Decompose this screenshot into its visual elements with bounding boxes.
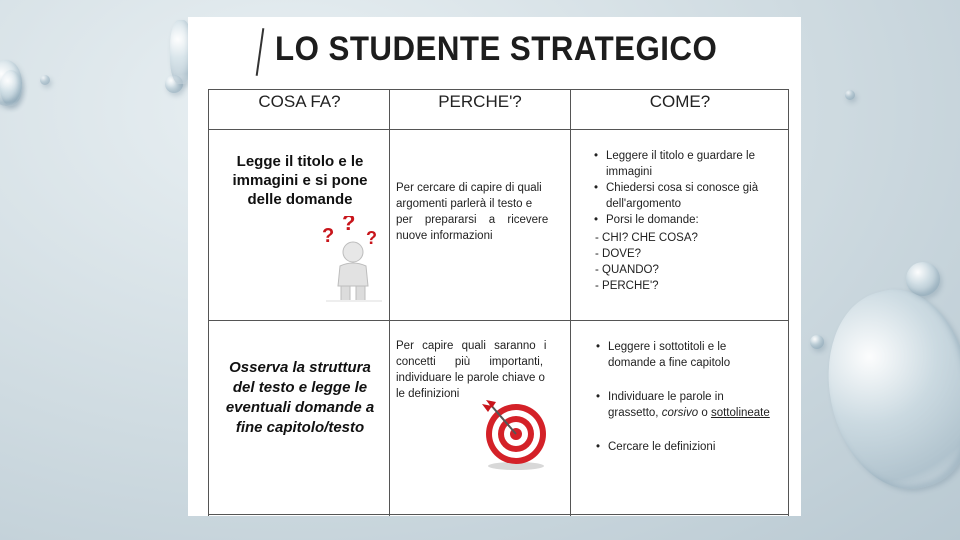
list-item: - DOVE? xyxy=(595,248,642,260)
svg-text:?: ? xyxy=(366,228,377,248)
row2-come-list xyxy=(596,339,788,455)
list-item: • Porsi le domande: xyxy=(594,214,699,226)
water-drop xyxy=(906,262,940,296)
page-title: LO STUDENTE STRATEGICO xyxy=(275,30,718,68)
row-divider xyxy=(208,320,789,321)
list-item: domande a fine capitolo xyxy=(608,357,731,369)
list-item: • Individuare le parole in xyxy=(596,391,724,403)
water-drop xyxy=(810,335,824,349)
list-item: immagini xyxy=(606,166,653,178)
row1-come-list xyxy=(594,148,786,228)
row1-perche-text: Per cercare di capire di quali argomenti parlerà il testo e per prepararsi a ricevere nuove informazioni xyxy=(396,182,549,242)
svg-text:?: ? xyxy=(322,225,335,247)
target-icon xyxy=(476,392,556,472)
water-drop xyxy=(807,275,960,504)
list-item: • Leggere i sottotitoli e le xyxy=(596,341,727,353)
column-divider xyxy=(389,89,390,516)
list-item: grassetto, corsivo o sottolineate xyxy=(608,407,770,419)
row1-come-questions xyxy=(595,230,785,294)
row1-cosa-text: Legge il titolo e le immagini e si pone delle domande xyxy=(232,153,368,208)
row-divider xyxy=(208,129,789,130)
list-item: - QUANDO? xyxy=(595,264,659,276)
list-item: • Cercare le definizioni xyxy=(596,441,716,453)
header-come: COME? xyxy=(649,92,711,111)
header-perche: PERCHE'? xyxy=(438,92,522,111)
list-item: - CHI? CHE COSA? xyxy=(595,232,698,244)
list-item: • Leggere il titolo e guardare le xyxy=(594,150,755,162)
list-item: • Chiedersi cosa si conosce già xyxy=(594,182,759,194)
row-divider xyxy=(208,514,789,515)
column-divider xyxy=(570,89,571,516)
svg-text:?: ? xyxy=(342,216,356,235)
row2-perche-text: Per capire quali saranno i concetti più importanti, individuare le parole chiave o le definizioni xyxy=(396,340,547,400)
question-man-icon xyxy=(318,216,388,302)
water-drop xyxy=(0,70,22,106)
row2-cosa-text: Osserva la struttura del testo e legge le eventuali domande a fine capitolo/testo xyxy=(225,359,375,436)
water-drop xyxy=(40,75,50,85)
list-item: dell'argomento xyxy=(606,198,682,210)
header-cosa-fa: COSA FA? xyxy=(258,92,341,111)
water-drop xyxy=(845,90,855,100)
list-item: - PERCHE'? xyxy=(595,280,659,292)
